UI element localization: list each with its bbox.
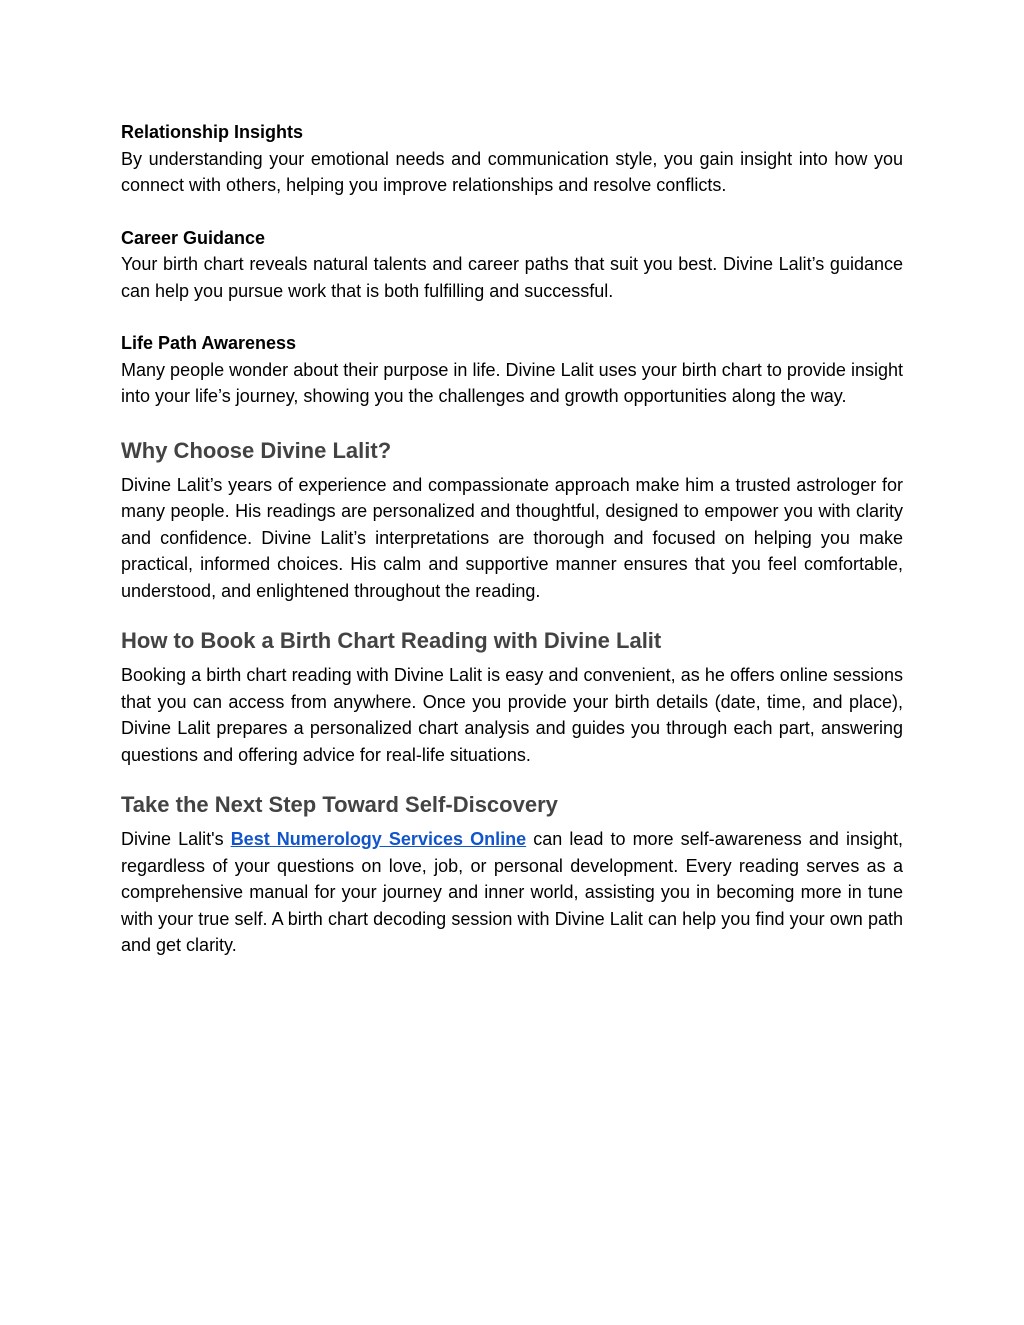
section-paragraph: Divine Lalit’s years of experience and compassionate approach make him a trusted astrologer for many people. His readings are personalized and thoughtful, designed to empower you with clarity and confidence. Divine Lalit’s interpretations are thorough and focused on helping you make practical, informed choices. His calm and supportive manner ensures that you feel comfortable, understood, and enlightened throughout the reading.: [121, 474, 903, 601]
paragraph-text-after-link: can lead to more self-awareness and insight, regardless of your questions on love, job, or personal development. Every reading serves as a comprehensive manual for your journey and inner world, assisting you in becoming more in tune with your true self. A birth chart decoding session with Divine Lalit can help you find your own path and get clarity.: [121, 829, 903, 955]
section-next-step: [121, 790, 903, 959]
subsection-title: Career Guidance: [121, 227, 266, 248]
subsection-paragraph: Your birth chart reveals natural talents and career paths that suit you best. Divine Lalit’s guidance can help you pursue work that is both fulfilling and successful.: [121, 254, 903, 301]
section-why-choose: [121, 436, 903, 605]
section-paragraph: Booking a birth chart reading with Divine Lalit is easy and convenient, as he offers online sessions that you can access from anywhere. Once you provide your birth details (date, time, and place), Divine Lalit prepares a personalized chart analysis and guides you through each part, answering questions and offering advice for real-life situations.: [121, 665, 903, 765]
section-heading: How to Book a Birth Chart Reading with Divine Lalit: [121, 628, 662, 653]
subsection-relationship-insights: [121, 119, 903, 199]
subsection-title: Relationship Insights: [121, 122, 304, 142]
subsection-paragraph: By understanding your emotional needs and communication style, you gain insight into how you connect with others, helping you improve relationships and resolve conflicts.: [121, 148, 903, 195]
section-heading: Take the Next Step Toward Self-Discovery: [121, 792, 558, 817]
section-how-to-book: [121, 626, 903, 768]
subsection-paragraph: Many people wonder about their purpose in life. Divine Lalit uses your birth chart to provide insight into your life’s journey, showing you the challenges and growth opportunities along the way.: [121, 359, 903, 406]
paragraph-text-before-link: Divine Lalit's: [121, 829, 231, 849]
subsection-career-guidance: [121, 225, 903, 305]
subsection-life-path-awareness: [121, 330, 903, 410]
subsection-title: Life Path Awareness: [121, 333, 297, 353]
section-paragraph: [121, 826, 903, 959]
document-page: [121, 119, 903, 981]
numerology-services-link[interactable]: Best Numerology Services Online: [230, 829, 527, 849]
section-heading: Why Choose Divine Lalit?: [121, 437, 392, 463]
